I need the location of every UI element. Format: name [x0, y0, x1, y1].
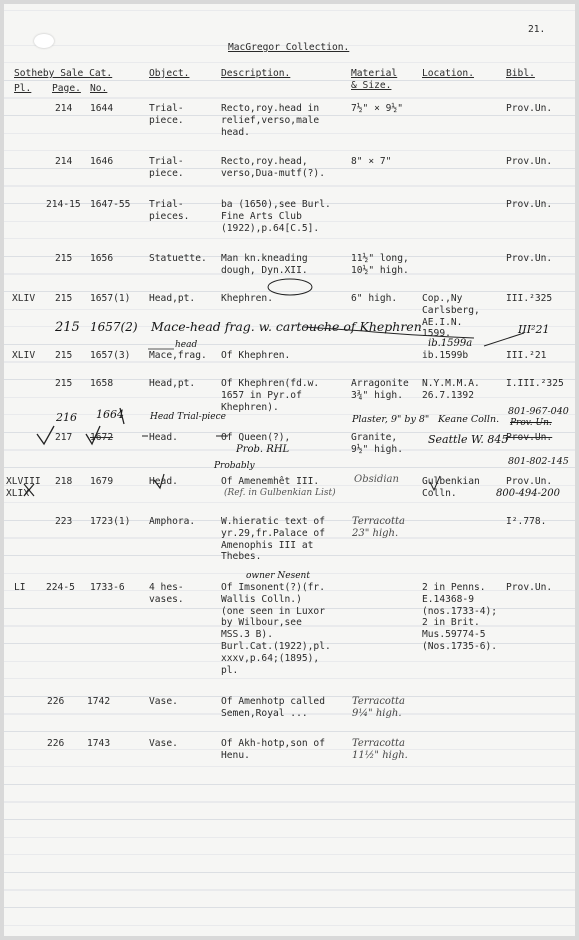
header-bibl: Bibl. — [506, 68, 535, 79]
check-mark — [154, 474, 164, 488]
pen-marks — [4, 4, 575, 936]
row-object: Mace,frag. — [149, 350, 207, 361]
handwritten-material: Terracotta 9¼" high. — [352, 696, 405, 719]
row-object: 4 hes- vases. — [149, 582, 184, 605]
row-description: W.hieratic text of yr.29,fr.Palace of Amenophis III at Thebes. — [221, 516, 325, 563]
handwritten-material: Plaster, 9" by 8" — [352, 414, 430, 425]
handwritten-location: Keane Colln. — [438, 414, 500, 425]
row-object: Statuette. — [149, 253, 207, 264]
row-page: 224-5 — [46, 582, 75, 593]
row-bibl: Prov.Un. — [506, 103, 553, 114]
row-material: 7½" × 9½" — [351, 103, 403, 114]
row-plate: XLIV — [12, 293, 36, 304]
row-description: Of Khephren(fd.w. 1657 in Pyr.of Khephren). — [221, 378, 320, 413]
row-description: Of Amenemhêt III. — [221, 476, 320, 487]
row-bibl: III.²21 — [506, 350, 547, 361]
row-number: 1646 — [90, 156, 114, 167]
row-object: Vase. — [149, 738, 178, 749]
row-description: Of Khephren. — [221, 350, 291, 361]
row-description: Of Amenhotp called Semen,Royal ... — [221, 696, 325, 719]
row-number: 1679 — [90, 476, 114, 487]
row-location: N.Y.M.M.A. 26.7.1392 — [422, 378, 480, 401]
row-bibl: Prov.Un. — [506, 476, 553, 487]
row-object: Amphora. — [149, 516, 196, 527]
handwritten-description: (Ref. in Gulbenkian List) — [224, 488, 336, 498]
row-object: Trial- piece. — [149, 103, 184, 126]
row-location: 2 in Penns. E.14368-9 (nos.1733-4); 2 in Brit. Mus.59774-5 (Nos.1735-6). — [422, 582, 498, 652]
row-number: 1733-6 — [90, 582, 125, 593]
row-bibl: Prov.Un. — [506, 253, 553, 264]
check-mark — [37, 426, 54, 444]
handwritten-bibl: Prov. Un. — [510, 418, 552, 428]
row-page: 215 — [55, 350, 73, 361]
row-page: 226 — [47, 696, 65, 707]
row-description: Of Imsonent(?)(fr. Wallis Colln.) (one seen in Luxor by Wilbour,see MSS.3 B). Burl.Cat.(1922),pl. xxxv,p.64;(1895), pl. — [221, 582, 331, 676]
row-page: 214-15 — [46, 199, 81, 210]
document-page — [4, 4, 575, 936]
row-plate: XLVIII XLIX — [6, 476, 41, 499]
row-number: 1742 — [87, 696, 111, 707]
row-material: Arragonite 3¾" high. — [351, 378, 409, 401]
row-number: 1647-55 — [90, 199, 131, 210]
row-number: 1657(3) — [90, 350, 131, 361]
row-object: Trial- piece. — [149, 156, 184, 179]
handwritten-material: Terracotta 23" high. — [352, 516, 405, 539]
row-number: 1656 — [90, 253, 114, 264]
handwritten-material: Obsidian — [354, 474, 399, 485]
row-bibl: Prov.Un. — [506, 199, 553, 210]
row-page: 214 — [55, 103, 73, 114]
header-material: Material — [351, 68, 398, 79]
row-page: 215 — [55, 293, 73, 304]
row-description: Khephren. — [221, 293, 273, 304]
header-size: & Size. — [351, 80, 392, 91]
row-location: Cop.,Ny Carlsberg, AE.I.N. 1599. — [422, 293, 480, 340]
row-description: Recto,roy.head in relief,verso,male head. — [221, 103, 320, 138]
row-number: 1644 — [90, 103, 114, 114]
row-number: 1723(1) — [90, 516, 131, 527]
header-object: Object. — [149, 68, 190, 79]
check-mark — [120, 408, 124, 424]
row-plate: XLIV — [12, 350, 36, 361]
row-page: 226 — [47, 738, 65, 749]
handwritten-bibl: III²21 — [518, 323, 550, 336]
row-page: 215 — [55, 378, 73, 389]
row-description: Of Akh-hotp,son of Henu. — [221, 738, 325, 761]
header-no: No. — [90, 83, 108, 94]
row-page: 217 — [55, 432, 73, 443]
row-description: Recto,roy.head, verso,Dua-mutf(?). — [221, 156, 325, 179]
row-material: 8" × 7" — [351, 156, 392, 167]
row-bibl: Prov.Un. — [506, 156, 553, 167]
row-object: Trial- pieces. — [149, 199, 190, 222]
handwritten-material: Terracotta 11½" high. — [352, 738, 408, 761]
cross-mark — [24, 484, 34, 496]
check-mark — [430, 476, 440, 490]
row-page: 214 — [55, 156, 73, 167]
circle-mark — [268, 279, 312, 295]
header-pl: Pl. — [14, 83, 32, 94]
handwritten-page: 215 — [55, 320, 80, 335]
handwritten-location: Seattle W. 845 — [428, 433, 509, 446]
row-description: Of Queen(?), — [221, 432, 291, 443]
row-page: 223 — [55, 516, 73, 527]
handwritten-bibl: 801-802-145 — [508, 456, 569, 467]
header-page: Page. — [52, 83, 81, 94]
row-bibl: I.III.²325 — [506, 378, 564, 389]
handwritten-note: Probably — [214, 461, 255, 471]
check-mark — [86, 426, 100, 444]
row-bibl: Prov.Un. — [506, 582, 553, 593]
row-material: Granite, 9½" high. — [351, 432, 403, 455]
row-bibl: Prov.Un. — [506, 432, 553, 443]
row-location: Gulbenkian Colln. — [422, 476, 480, 499]
row-plate: LI — [14, 582, 26, 593]
handwritten-page: 216 — [56, 411, 77, 424]
page-number: 21. — [528, 24, 546, 35]
row-location: ib.1599b — [422, 350, 469, 361]
row-object: Head. — [149, 476, 178, 487]
row-bibl: I².778. — [506, 516, 547, 527]
handwritten-number: 1664 — [96, 408, 124, 421]
row-object: Head,pt. — [149, 293, 196, 304]
header-location: Location. — [422, 68, 474, 79]
handwritten-location: ib.1599a — [428, 338, 473, 349]
row-page: 218 — [55, 476, 73, 487]
row-number: 1743 — [87, 738, 111, 749]
arrow-line — [484, 333, 524, 346]
header-sotheby: Sotheby Sale Cat. — [14, 68, 113, 79]
handwritten-object: Head Trial-piece — [150, 412, 226, 422]
handwritten-bibl: 801-967-040 — [508, 406, 569, 417]
row-number: 1658 — [90, 378, 114, 389]
row-material: 11½" long, 10½" high. — [351, 253, 409, 276]
handwritten-insert: head — [175, 340, 198, 350]
arrow-line — [304, 327, 474, 338]
handwritten-description: Prob. RHL — [236, 444, 290, 455]
row-bibl: III.²325 — [506, 293, 553, 304]
row-description: Man kn.kneading dough, Dyn.XII. — [221, 253, 308, 276]
row-number: 1657(1) — [90, 293, 131, 304]
header-description: Description. — [221, 68, 291, 79]
row-number: 1672 — [90, 432, 114, 443]
handwritten-bibl: 800-494-200 — [496, 488, 561, 499]
row-object: Head. — [149, 432, 178, 443]
row-material: 6" high. — [351, 293, 398, 304]
handwritten-note: owner Nesent — [246, 571, 310, 581]
row-object: Head,pt. — [149, 378, 196, 389]
row-object: Vase. — [149, 696, 178, 707]
row-page: 215 — [55, 253, 73, 264]
page-title: MacGregor Collection. — [228, 42, 350, 53]
handwritten-description: Mace-head frag. w. cartouche of Khephren — [151, 319, 422, 334]
row-description: ba (1650),see Burl. Fine Arts Club (1922),p.64[C.5]. — [221, 199, 331, 234]
handwritten-number: 1657(2) — [90, 320, 138, 334]
